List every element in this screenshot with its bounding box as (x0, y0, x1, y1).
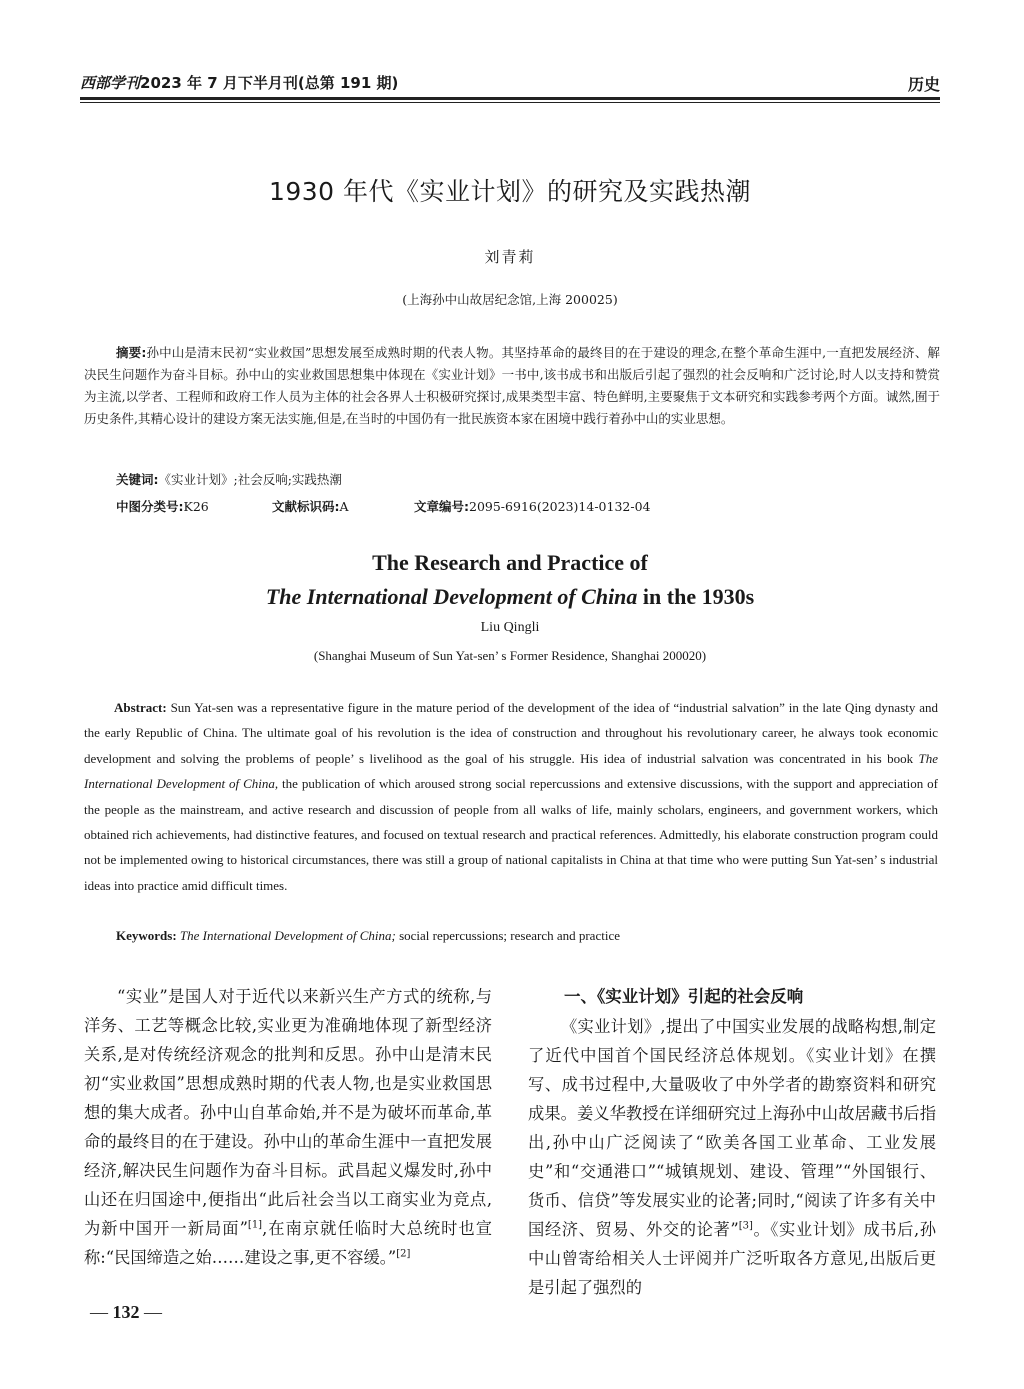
paragraph-text: “实业”是国人对于近代以来新兴生产方式的统称,与洋务、工艺等概念比较,实业更为准确地体现了新型经济关系,是对传统经济观念的批判和反思。孙中山是清末民初“实业救国”思想成熟时期的代表人物,也是实业救国思想的集大成者。孙中山自革命始,并不是为破坏而革命,革命的最终目的在于建设。孙中山的革命生涯中一直把发展经济,解决民生问题作为奋斗目标。武昌起义爆发时,孙中山还在归国途中,便指出“此后社会当以工商实业为竞点,为新中国开一新局面” (84, 987, 492, 1238)
abstract-cn-text: 孙中山是清末民初“实业救国”思想发展至成熟时期的代表人物。其坚持革命的最终目的在于建设的理念,在整个革命生涯中,一直把发展经济、解决民生问题作为奋斗目标。孙中山的实业救国思想集中体现在《实业计划》一书中,该书成书和出版后引起了强烈的社会反响和广泛讨论,时人以支持和赞赏为主流,以学者、工程师和政府工作人员为主体的社会各界人士积极研究探讨,成果类型丰富、特色鲜明,主要聚焦于文本研究和实践参考两个方面。诚然,囿于历史条件,其精心设计的建设方案无法实施,但是,在当时的中国仍有一批民族资本家在困境中践行着孙中山的实业思想。 (84, 345, 941, 426)
keywords-cn (116, 470, 342, 488)
citation-ref: [2] (396, 1248, 411, 1260)
author-affiliation: (上海孙中山故居纪念馆,上海 200025) (402, 292, 618, 307)
journal-logo: 西部学刊 (80, 74, 141, 92)
header-rule (80, 97, 940, 100)
classification-row (116, 497, 936, 517)
citation-ref: [1] (247, 1219, 263, 1231)
header-rule-thin (80, 102, 940, 103)
clc-value: K26 (183, 499, 209, 514)
article-number (414, 497, 650, 515)
body-paragraph (528, 1012, 936, 1302)
english-affiliation: (Shanghai Museum of Sun Yat-sen’ s Former Residence, Shanghai 200020) (313, 648, 707, 663)
keywords-cn-label: 关键词: (116, 472, 159, 487)
abstract-en-part1: Sun Yat-sen was a representative figure in the mature period of the development of the idea of “industrial salvation” in the late Qing dynasty and the early Republic of China. The ultimate goal of his revolution is the idea of construction and throughout his revolutionary career, he always took economic development and solving the problems of people’ s livelihood as the goal of his struggle. His idea of industrial salvation was concentrated in his book (84, 700, 938, 766)
english-title-rest: in the 1930s (637, 584, 755, 609)
abstract-en (84, 695, 938, 898)
citation-ref: [3] (738, 1220, 753, 1232)
keywords-en-rest: social repercussions; research and practice (395, 928, 620, 943)
doc-value: A (339, 499, 349, 514)
paragraph-text: ,在南京就任临时大总统时也宣称:“民国缔造之始……建设之事,更不容缓。” (84, 1219, 493, 1267)
page-dash-right: — (144, 1302, 162, 1322)
keywords-en-label: Keywords: (116, 928, 177, 943)
body-paragraph (84, 982, 492, 1272)
doc-label: 文献标识码: (272, 499, 340, 514)
article-title: 1930 年代《实业计划》的研究及实践热潮 (268, 177, 752, 206)
section-label: 历史 (907, 75, 940, 94)
english-title-line1: The Research and Practice of (372, 550, 648, 575)
english-author: Liu Qingli (480, 620, 540, 635)
page-dash-left: — (90, 1302, 108, 1322)
page-number (90, 1302, 162, 1323)
english-title-book: The International Development of China (265, 584, 638, 609)
body-column-left (84, 982, 492, 1272)
english-title-line2 (80, 584, 940, 610)
issue-label: 2023 年 7 月下半月刊(总第 191 期) (140, 74, 399, 92)
paragraph-text: 。《实业计划》成书后,孙中山曾寄给相关人士评阅并广泛听取各方意见,出版后更是引起了强烈的 (528, 1220, 936, 1297)
abstract-en-book: The International Development of China, (84, 750, 938, 792)
article-number-value: 2095-6916(2023)14-0132-04 (469, 499, 651, 514)
page-number-value: 132 (112, 1302, 140, 1322)
running-header (80, 72, 940, 98)
body-column-right (528, 982, 936, 1302)
journal-issue-header (80, 72, 398, 93)
abstract-en-part2: the publication of which aroused strong social repercussions and extensive discussions, with the support and appreciation of the people as the mainstream, and active research and discussion of people from all walks of life, mainly scholars, engineers, and government workers, which obtained rich achievements, had distinctive features, and focused on textual research and practical references. Admittedly, his elaborate construction program could not be implemented owing to historical circumstances, there was still a group of national capitalists in China at that time who were putting Sun Yat-sen’ s industrial ideas into practice amid difficult times. (84, 776, 938, 893)
doc-code (272, 497, 349, 515)
keywords-en-book: The International Development of China; (179, 928, 396, 943)
abstract-cn (84, 342, 940, 430)
article-number-label: 文章编号: (414, 499, 469, 514)
section-heading: 一、《实业计划》引起的社会反响 (564, 987, 804, 1006)
keywords-cn-text: 《实业计划》;社会反响;实践热潮 (158, 472, 342, 487)
abstract-en-label: Abstract: (114, 700, 167, 715)
author-name: 刘青莉 (484, 248, 536, 266)
keywords-en (116, 928, 620, 944)
clc-code (116, 497, 209, 515)
abstract-cn-label: 摘要: (116, 345, 147, 360)
paragraph-text: 《实业计划》,提出了中国实业发展的战略构想,制定了近代中国首个国民经济总体规划。《实业计划》在撰写、成书过程中,大量吸收了中外学者的勘察资料和研究成果。姜义华教授在详细研究过上海孙中山故居藏书后指出,孙中山广泛阅读了“欧美各国工业革命、工业发展史”和“交通港口”“城镇规划、建设、管理”“外国银行、货币、信贷”等发展实业的论著;同时,“阅读了许多有关中国经济、贸易、外交的论著” (528, 1017, 936, 1239)
clc-label: 中图分类号: (116, 499, 184, 514)
